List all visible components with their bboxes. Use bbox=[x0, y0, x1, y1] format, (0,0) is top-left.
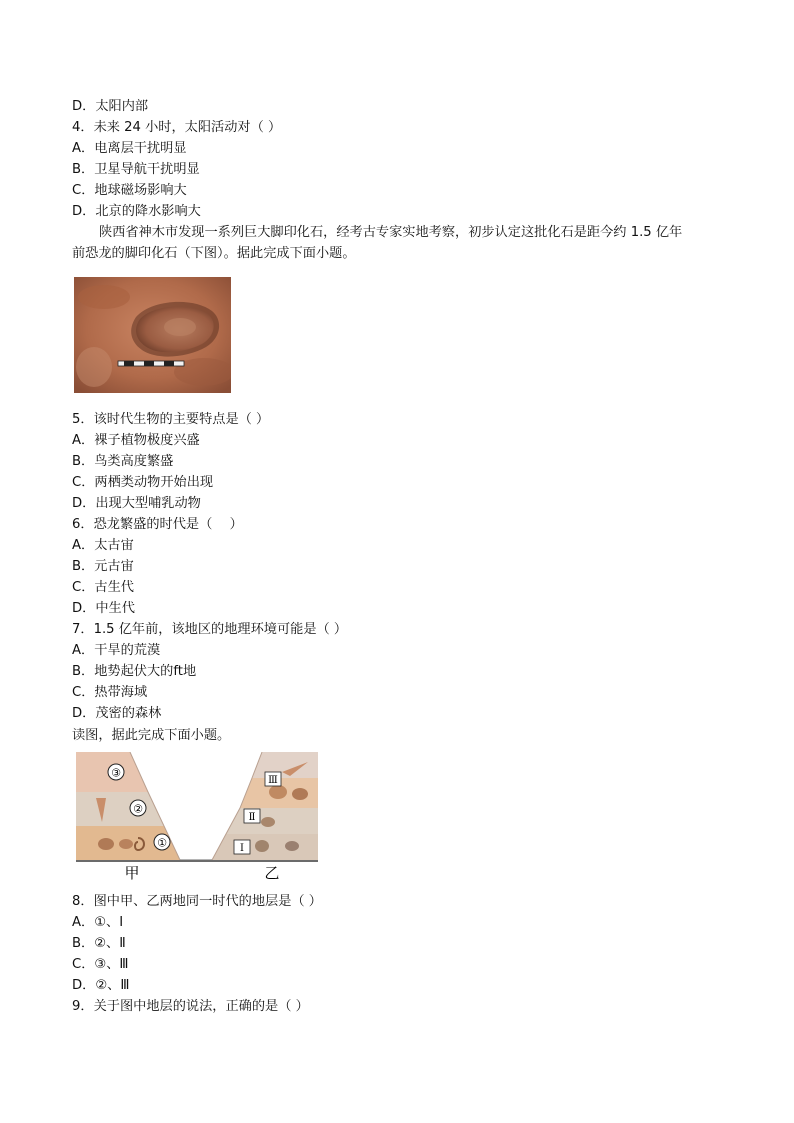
q4-option-b: B．卫星导航干扰明显 bbox=[72, 162, 200, 177]
dinosaur-footprint-photo bbox=[74, 277, 231, 393]
svg-text:Ⅰ: Ⅰ bbox=[240, 843, 244, 854]
q6-option-b: B．元古宙 bbox=[72, 559, 134, 574]
q3-option-d: D．太阳内部 bbox=[72, 99, 149, 114]
svg-text:Ⅲ: Ⅲ bbox=[268, 775, 278, 786]
q8-option-a: A．①、Ⅰ bbox=[72, 915, 124, 930]
q6-option-a: A．太古宙 bbox=[72, 538, 134, 553]
q4-option-a: A．电离层干扰明显 bbox=[72, 141, 187, 156]
q6-option-d: D．中生代 bbox=[72, 601, 135, 616]
q4-option-c: C．地球磁场影响大 bbox=[72, 183, 187, 198]
site-yi-strata bbox=[212, 752, 318, 860]
q8-option-c: C．③、Ⅲ bbox=[72, 957, 129, 972]
passage-line-2: 前恐龙的脚印化石（下图）。据此完成下面小题。 bbox=[72, 246, 356, 261]
question-9: 9．关于图中地层的说法，正确的是（ ） bbox=[72, 999, 309, 1014]
q8-option-b: B．②、Ⅱ bbox=[72, 936, 126, 951]
svg-text:Ⅱ: Ⅱ bbox=[248, 812, 256, 823]
q5-option-a: A．裸子植物极度兴盛 bbox=[72, 433, 200, 448]
q6-option-c: C．古生代 bbox=[72, 580, 134, 595]
q7-option-d: D．茂密的森林 bbox=[72, 706, 162, 721]
q8-option-d: D．②、Ⅲ bbox=[72, 978, 130, 993]
site-label-jia: 甲 bbox=[124, 864, 140, 882]
question-8: 8．图中甲、乙两地同一时代的地层是（ ） bbox=[72, 894, 322, 909]
q5-option-b: B．鸟类高度繁盛 bbox=[72, 454, 174, 469]
svg-text:①: ① bbox=[157, 836, 167, 850]
q7-option-c: C．热带海域 bbox=[72, 685, 148, 700]
rock-strata-figure bbox=[76, 752, 318, 882]
question-7: 7．1.5 亿年前，该地区的地理环境可能是（ ） bbox=[72, 622, 348, 637]
question-6: 6．恐龙繁盛的时代是（ ） bbox=[72, 517, 243, 532]
site-label-yi: 乙 bbox=[264, 864, 280, 882]
q4-option-d: D．北京的降水影响大 bbox=[72, 204, 201, 219]
question-5: 5．该时代生物的主要特点是（ ） bbox=[72, 412, 270, 427]
question-4: 4．未来 24 小时，太阳活动对（ ） bbox=[72, 120, 282, 135]
svg-text:③: ③ bbox=[111, 766, 121, 780]
q7-option-a: A．干旱的荒漠 bbox=[72, 643, 161, 658]
q5-option-d: D．出现大型哺乳动物 bbox=[72, 496, 201, 511]
passage-line-1: 陕西省神木市发现一系列巨大脚印化石，经考古专家实地考察，初步认定这批化石是距今约 1.5 亿年 bbox=[99, 225, 683, 240]
q5-option-c: C．两栖类动物开始出现 bbox=[72, 475, 214, 490]
read-figure-instruction: 读图，据此完成下面小题。 bbox=[72, 728, 231, 743]
svg-text:②: ② bbox=[133, 802, 143, 816]
q7-option-b: B．地势起伏大的ft地 bbox=[72, 664, 197, 679]
